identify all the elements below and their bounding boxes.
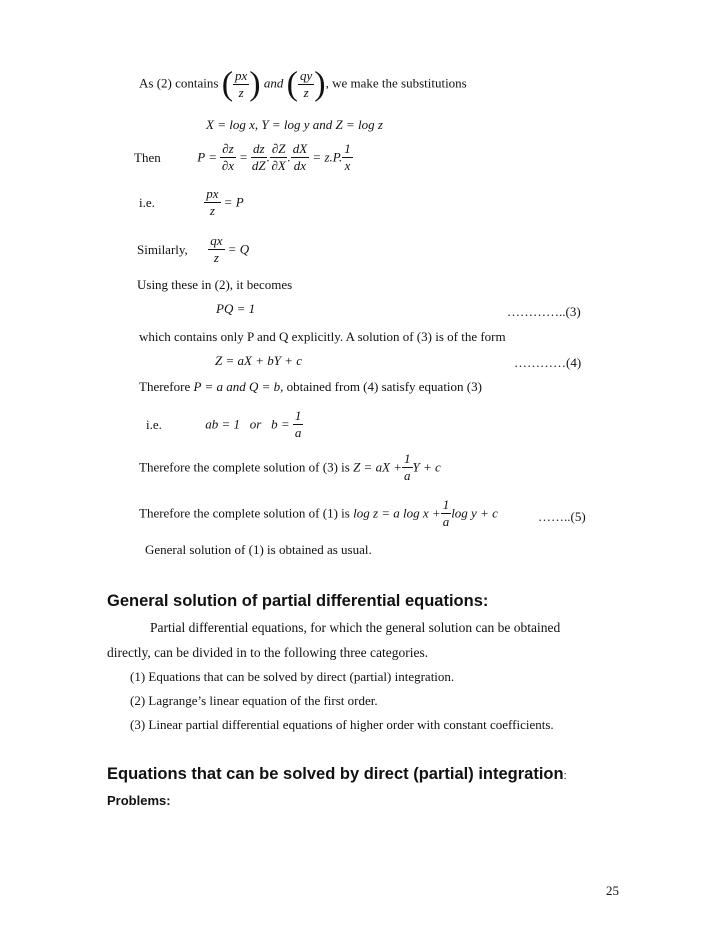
fraction-dX-dx bbox=[291, 141, 309, 174]
denominator: a bbox=[294, 425, 302, 440]
therefore-word: Therefore bbox=[139, 379, 191, 394]
substitution-equations: X = log x, Y = log y and Z = log z bbox=[206, 117, 383, 132]
numerator: 1 bbox=[442, 497, 450, 512]
then-label: Then bbox=[134, 149, 161, 165]
and-word: and bbox=[263, 75, 284, 91]
fraction-qy-over-z bbox=[298, 68, 314, 101]
denominator: a bbox=[442, 514, 450, 529]
fraction-px-over-z bbox=[204, 186, 220, 219]
left-paren: ( bbox=[286, 65, 298, 103]
numerator: qx bbox=[210, 233, 223, 248]
numerator: qy bbox=[299, 68, 313, 83]
then-derivation-line bbox=[134, 141, 353, 174]
complete-solution-1-line bbox=[139, 497, 498, 530]
ie-ab-line bbox=[146, 408, 303, 441]
list-item: (1) Equations that can be solved by direct (partial) integration. bbox=[130, 669, 455, 684]
problems-heading: Problems: bbox=[107, 793, 171, 808]
denominator: z bbox=[303, 85, 309, 100]
section-heading-general-solution: General solution of partial differential equations: bbox=[107, 592, 489, 610]
equals-sign: = bbox=[238, 149, 248, 165]
y-plus-c: Y + c bbox=[412, 459, 441, 475]
z-equals-ax: Z = aX + bbox=[353, 459, 403, 475]
therefore-pq-line bbox=[139, 379, 482, 395]
right-paren: ) bbox=[249, 65, 261, 103]
equation-5-tag: ……..(5) bbox=[538, 509, 586, 524]
equals-p: = P bbox=[223, 194, 244, 210]
equals-q: = Q bbox=[227, 241, 250, 257]
ie-label: i.e. bbox=[139, 194, 155, 210]
dot: . bbox=[266, 149, 270, 165]
complete-solution-text: Therefore the complete solution of (1) is bbox=[139, 505, 350, 521]
numerator: px bbox=[235, 68, 248, 83]
complete-solution-3-line bbox=[139, 451, 441, 484]
complete-solution-text: Therefore the complete solution of (3) is bbox=[139, 459, 350, 475]
fraction-1-over-a bbox=[293, 408, 304, 441]
equation-4: Z = aX + bY + c bbox=[215, 353, 302, 368]
paragraph-line-2: directly, can be divided in to the following three categories. bbox=[107, 645, 429, 660]
fraction-1-over-a bbox=[402, 451, 413, 484]
numerator: ∂z bbox=[222, 141, 234, 156]
denominator: a bbox=[404, 468, 411, 483]
fraction-qx-over-z bbox=[208, 233, 224, 266]
fraction-1-over-a bbox=[441, 497, 452, 530]
numerator: 1 bbox=[404, 451, 411, 466]
denominator: dx bbox=[293, 158, 307, 173]
numerator: dz bbox=[253, 141, 265, 156]
log-y-plus-c: log y + c bbox=[451, 505, 498, 521]
fraction-dz-dx bbox=[220, 141, 235, 174]
intro-text-end: , we make the substitutions bbox=[325, 75, 467, 91]
intro-text: As (2) contains bbox=[139, 75, 219, 91]
fraction-1-over-x bbox=[342, 141, 353, 174]
ie-px-line bbox=[139, 186, 244, 219]
numerator: 1 bbox=[294, 408, 302, 423]
heading-text: Equations that can be solved by direct (partial) integration bbox=[107, 765, 564, 783]
right-paren: ) bbox=[314, 65, 326, 103]
fraction-dz-dZ bbox=[251, 141, 267, 174]
denominator: dZ bbox=[251, 158, 266, 173]
p-equals: P = bbox=[197, 149, 217, 165]
list-item: (3) Linear partial differential equations of higher order with constant coefficients. bbox=[130, 717, 554, 732]
equation-4-tag: …………(4) bbox=[514, 355, 582, 370]
general-solution-note: General solution of (1) is obtained as usual. bbox=[145, 542, 372, 557]
denominator: x bbox=[344, 158, 351, 173]
numerator: dX bbox=[292, 141, 308, 156]
denominator: z bbox=[238, 85, 244, 100]
dot: . bbox=[287, 149, 291, 165]
heading-colon: : bbox=[563, 770, 567, 782]
satisfy-text: obtained from (4) satisfy equation (3) bbox=[286, 379, 482, 394]
denominator: ∂x bbox=[221, 158, 235, 173]
numerator: ∂Z bbox=[271, 141, 286, 156]
using-these-text: Using these in (2), it becomes bbox=[137, 277, 293, 292]
fraction-px-over-z bbox=[233, 68, 249, 101]
substitution-intro-line bbox=[139, 65, 467, 103]
denominator: ∂X bbox=[271, 158, 286, 173]
ie-label: i.e. bbox=[146, 416, 162, 432]
page-number: 25 bbox=[606, 883, 619, 898]
equals-zp: = z.P. bbox=[312, 149, 343, 165]
numerator: 1 bbox=[344, 141, 351, 156]
section-heading-direct-integration bbox=[107, 765, 567, 784]
fraction-dZ-dX bbox=[270, 141, 291, 174]
similarly-label: Similarly, bbox=[137, 241, 188, 257]
equation-3-tag: …………..(3) bbox=[507, 304, 581, 319]
solution-form-text: which contains only P and Q explicitly. A solution of (3) is of the form bbox=[139, 329, 506, 344]
similarly-qx-line bbox=[137, 233, 249, 266]
numerator: px bbox=[206, 186, 219, 201]
denominator: z bbox=[213, 250, 219, 265]
p-a-q-b: P = a and Q = b, bbox=[193, 379, 284, 394]
denominator: z bbox=[209, 203, 215, 218]
log-z-expression: log z = a log x + bbox=[353, 505, 441, 521]
ab-equals-one: ab = 1 or b = bbox=[205, 416, 290, 432]
left-paren: ( bbox=[221, 65, 234, 103]
paragraph-line-1: Partial differential equations, for which the general solution can be obtained bbox=[150, 620, 561, 635]
list-item: (2) Lagrange’s linear equation of the first order. bbox=[130, 693, 378, 708]
equation-3: PQ = 1 bbox=[216, 301, 256, 316]
